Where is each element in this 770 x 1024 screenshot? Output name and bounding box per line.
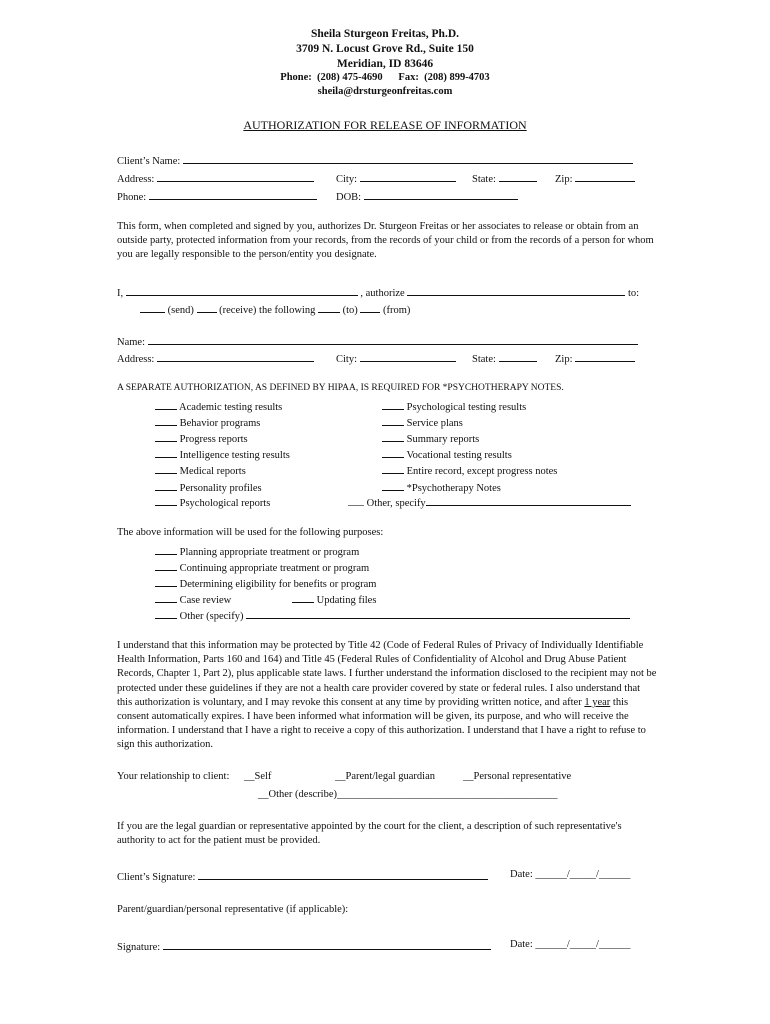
purpose-checkbox-blank[interactable] bbox=[155, 576, 177, 587]
record-item bbox=[155, 495, 270, 509]
client-state-field[interactable] bbox=[499, 171, 537, 182]
recipient-state-label: State: bbox=[472, 354, 496, 365]
guardian-note: If you are the legal guardian or representative appointed by the court for the client, a description of such representative's authority to act for the patient must be provided. bbox=[117, 821, 622, 847]
form-title: AUTHORIZATION FOR RELEASE OF INFORMATION bbox=[243, 118, 527, 132]
guardian-signature-label: Signature: bbox=[117, 942, 161, 953]
purpose-item bbox=[155, 592, 231, 606]
purpose-other-label: Other (specify) bbox=[179, 611, 244, 622]
recipient-city-field[interactable] bbox=[360, 351, 456, 362]
purpose-label: Case review bbox=[179, 595, 232, 606]
purpose-checkbox-blank[interactable] bbox=[292, 592, 314, 603]
to-label: (to) bbox=[342, 305, 358, 316]
record-label: Service plans bbox=[406, 418, 463, 429]
receive-checkbox-blank[interactable] bbox=[197, 302, 217, 313]
parent-guardian-label: Parent/guardian/personal representative (if applicable): bbox=[117, 904, 349, 915]
authorize-label: , authorize bbox=[360, 288, 405, 299]
record-item bbox=[155, 415, 260, 429]
purpose-item bbox=[155, 576, 376, 590]
client-dob-row bbox=[336, 189, 518, 203]
client-signature-label: Client’s Signature: bbox=[117, 872, 196, 883]
relationship-representative-option[interactable]: __Personal representative bbox=[463, 771, 572, 782]
to-checkbox-blank[interactable] bbox=[318, 302, 340, 313]
practitioner-phone-fax: Phone: (208) 475-4690 Fax: (208) 899-4703 bbox=[280, 72, 490, 83]
understanding-text: this consent automatically expires. I have been informed what information will be given, its purpose, and who will receive the information. I understand that I have a right to receive a copy of this authorization. I understand that I have a right to refuse to sign this authorization. bbox=[117, 696, 646, 751]
record-checkbox-blank[interactable] bbox=[155, 480, 177, 491]
recipient-zip-label: Zip: bbox=[555, 354, 573, 365]
understanding-paragraph bbox=[117, 639, 657, 753]
practitioner-email: sheila@drsturgeonfreitas.com bbox=[317, 86, 453, 97]
authorize-i-label: I, bbox=[117, 288, 124, 299]
record-checkbox-blank[interactable] bbox=[382, 431, 404, 442]
purpose-checkbox-blank[interactable] bbox=[155, 544, 177, 555]
record-checkbox-blank[interactable] bbox=[155, 431, 177, 442]
purpose-item bbox=[155, 544, 359, 558]
record-item bbox=[155, 480, 262, 494]
guardian-date-row bbox=[510, 939, 630, 950]
record-label: Medical reports bbox=[179, 466, 246, 477]
client-state-row bbox=[472, 171, 537, 185]
purpose-label: Continuing appropriate treatment or program bbox=[179, 563, 370, 574]
record-checkbox-blank[interactable] bbox=[155, 447, 177, 458]
purpose-checkbox-blank[interactable] bbox=[155, 592, 177, 603]
client-zip-row bbox=[555, 171, 635, 185]
record-item bbox=[382, 415, 463, 429]
record-label: Entire record, except progress notes bbox=[406, 466, 558, 477]
client-city-label: City: bbox=[336, 174, 358, 185]
client-date-label: Date: bbox=[510, 869, 533, 880]
from-label: (from) bbox=[383, 305, 411, 316]
recipient-name-row bbox=[117, 334, 638, 348]
client-zip-label: Zip: bbox=[555, 174, 573, 185]
record-other-field[interactable] bbox=[426, 495, 631, 506]
client-phone-label: Phone: bbox=[117, 192, 147, 203]
purposes-intro: The above information will be used for the following purposes: bbox=[117, 527, 384, 538]
guardian-signature-row bbox=[117, 939, 491, 953]
recipient-zip-field[interactable] bbox=[575, 351, 635, 362]
purpose-updating-item bbox=[292, 592, 376, 606]
authorizer-name-field[interactable] bbox=[126, 285, 358, 296]
relationship-self-option[interactable]: __Self bbox=[244, 771, 272, 782]
practitioner-address-line1: 3709 N. Locust Grove Rd., Suite 150 bbox=[296, 43, 474, 55]
purpose-label: Determining eligibility for benefits or program bbox=[179, 579, 377, 590]
record-label: Summary reports bbox=[406, 434, 480, 445]
client-city-row bbox=[336, 171, 456, 185]
record-label: Vocational testing results bbox=[406, 450, 512, 461]
authorize-row bbox=[117, 285, 639, 299]
record-checkbox-blank[interactable] bbox=[382, 463, 404, 474]
recipient-name-label: Name: bbox=[117, 337, 145, 348]
record-checkbox-blank[interactable] bbox=[155, 399, 177, 410]
client-name-field[interactable] bbox=[183, 153, 633, 164]
recipient-address-row bbox=[117, 351, 314, 365]
client-date-field[interactable]: ______/_____/______ bbox=[535, 869, 631, 880]
record-label: *Psychotherapy Notes bbox=[406, 483, 501, 494]
record-item bbox=[382, 480, 501, 494]
purpose-item bbox=[155, 560, 369, 574]
receive-label: (receive) the following bbox=[219, 305, 316, 316]
record-other-row bbox=[348, 495, 631, 509]
recipient-state-field[interactable] bbox=[499, 351, 537, 362]
record-checkbox-blank[interactable] bbox=[155, 415, 177, 426]
client-name-row bbox=[117, 153, 633, 167]
guardian-signature-field[interactable] bbox=[163, 939, 491, 950]
recipient-zip-row bbox=[555, 351, 635, 365]
record-checkbox-blank[interactable] bbox=[382, 399, 404, 410]
client-date-row bbox=[510, 869, 630, 880]
record-label: Progress reports bbox=[179, 434, 248, 445]
record-label: Psychological reports bbox=[179, 498, 271, 509]
guardian-date-field[interactable]: ______/_____/______ bbox=[535, 939, 631, 950]
purpose-checkbox-blank[interactable] bbox=[155, 608, 177, 619]
client-zip-field[interactable] bbox=[575, 171, 635, 182]
record-item bbox=[155, 463, 246, 477]
client-address-field[interactable] bbox=[157, 171, 314, 182]
relationship-guardian-option[interactable]: __Parent/legal guardian bbox=[335, 771, 436, 782]
recipient-state-row bbox=[472, 351, 537, 365]
client-dob-field[interactable] bbox=[364, 189, 518, 200]
record-item bbox=[382, 399, 526, 413]
client-address-row bbox=[117, 171, 314, 185]
record-checkbox-blank[interactable] bbox=[382, 415, 404, 426]
purpose-other-field[interactable] bbox=[246, 608, 630, 619]
client-signature-field[interactable] bbox=[198, 869, 488, 880]
record-item bbox=[382, 431, 479, 445]
record-other-label: Other, specify bbox=[366, 498, 426, 509]
purpose-label: Planning appropriate treatment or program bbox=[179, 547, 360, 558]
record-checkbox-blank[interactable] bbox=[382, 480, 404, 491]
send-label: (send) bbox=[167, 305, 194, 316]
authorize-to-label: to: bbox=[627, 288, 640, 299]
record-checkbox-blank[interactable] bbox=[382, 447, 404, 458]
purpose-checkbox-blank[interactable] bbox=[155, 560, 177, 571]
recipient-address-field[interactable] bbox=[157, 351, 314, 362]
recipient-city-label: City: bbox=[336, 354, 358, 365]
record-item bbox=[382, 447, 512, 461]
client-state-label: State: bbox=[472, 174, 496, 185]
record-checkbox-blank[interactable] bbox=[155, 495, 177, 506]
record-checkbox-blank[interactable] bbox=[155, 463, 177, 474]
authorized-party-field[interactable] bbox=[407, 285, 625, 296]
record-item bbox=[155, 431, 248, 445]
client-dob-label: DOB: bbox=[336, 192, 362, 203]
intro-paragraph: This form, when completed and signed by you, authorizes Dr. Sturgeon Freitas or her associates to release or obtain from an outside party, protected information from your records, from the records of your child or from the records of a person for whom you are legally responsible to the person/entity you designate. bbox=[117, 221, 654, 261]
purpose-other-row bbox=[155, 608, 630, 622]
recipient-address-label: Address: bbox=[117, 354, 155, 365]
relationship-label: Your relationship to client: bbox=[117, 771, 230, 782]
practitioner-address-line2: Meridian, ID 83646 bbox=[336, 58, 434, 70]
client-address-label: Address: bbox=[117, 174, 155, 185]
client-phone-row bbox=[117, 189, 317, 203]
record-item bbox=[155, 447, 290, 461]
understanding-text: I understand that this information may be protected by Title 42 (Code of Federal Rules of Privacy of Individually Identifiable Health Information, Parts 160 and 164) and Title 45 (Federal Rules of Confidentiality of Alcohol and Drug Abuse Patient Records, Chapter 1, Part 2), plus applicable state laws. I further understand the information disclosed to the recipient may not be protected under these guidelines if they are not a health care provider covered by state or federal rules. I also understand that this authorization is voluntary, and I may revoke this consent at any time by providing written notice, and after bbox=[117, 640, 657, 708]
hipaa-note: A SEPARATE AUTHORIZATION, AS DEFINED BY HIPAA, IS REQUIRED FOR *PSYCHOTHERAPY NOTES. bbox=[117, 383, 564, 393]
guardian-date-label: Date: bbox=[510, 939, 533, 950]
record-other-checkbox-blank[interactable] bbox=[348, 495, 364, 506]
record-label: Academic testing results bbox=[179, 402, 283, 413]
client-phone-field[interactable] bbox=[149, 189, 317, 200]
purpose-label: Updating files bbox=[316, 595, 377, 606]
record-item bbox=[382, 463, 557, 477]
relationship-other-option[interactable]: __Other (describe)__________________________________________ bbox=[258, 789, 558, 800]
recipient-city-row bbox=[336, 351, 456, 365]
recipient-name-field[interactable] bbox=[148, 334, 638, 345]
record-label: Personality profiles bbox=[179, 483, 262, 494]
client-signature-row bbox=[117, 869, 488, 883]
record-label: Behavior programs bbox=[179, 418, 261, 429]
client-city-field[interactable] bbox=[360, 171, 456, 182]
understanding-term: 1 year bbox=[584, 696, 611, 708]
record-item bbox=[155, 399, 282, 413]
record-label: Psychological testing results bbox=[406, 402, 527, 413]
record-label: Intelligence testing results bbox=[179, 450, 290, 461]
practitioner-name: Sheila Sturgeon Freitas, Ph.D. bbox=[310, 28, 459, 40]
direction-row bbox=[140, 302, 410, 316]
from-checkbox-blank[interactable] bbox=[360, 302, 380, 313]
client-name-label: Client’s Name: bbox=[117, 156, 181, 167]
send-checkbox-blank[interactable] bbox=[140, 302, 165, 313]
